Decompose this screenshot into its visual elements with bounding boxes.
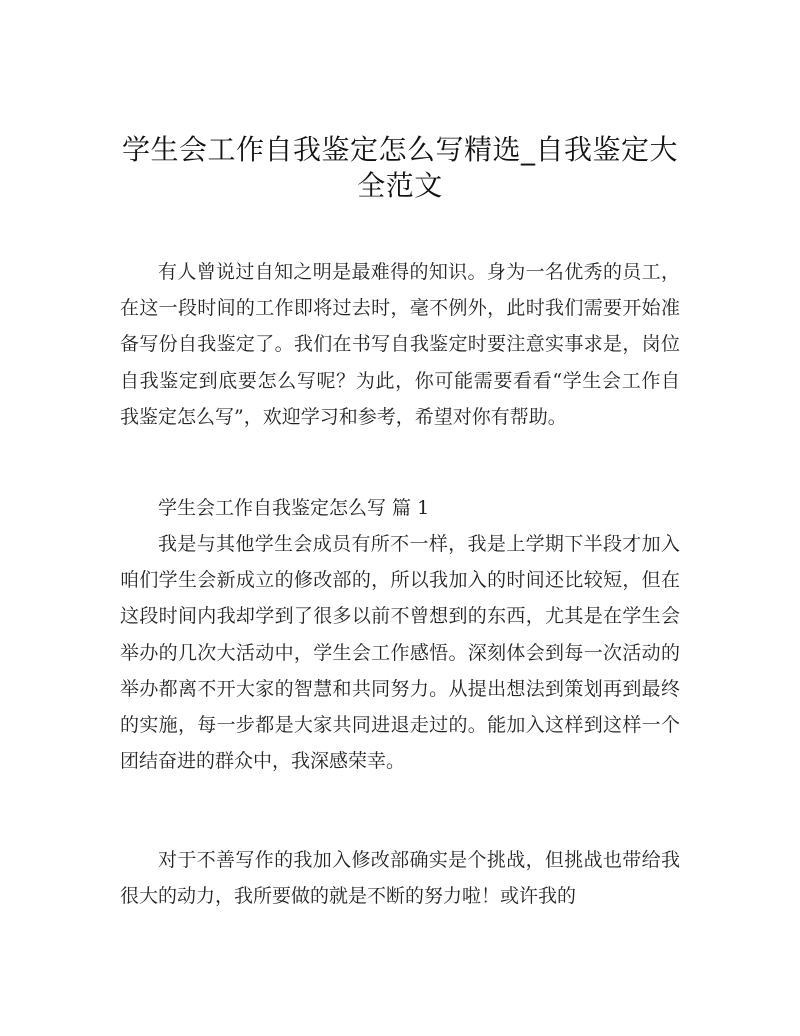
body-paragraph-2: 对于不善写作的我加入修改部确实是个挑战，但挑战也带给我很大的动力，我所要做的就是不断的努力啦！或许我的	[120, 849, 680, 908]
title-line-2: 全范文	[357, 169, 443, 202]
intro-paragraph: 有人曾说过自知之明是最难得的知识。身为一名优秀的员工，在这一段时间的工作即将过去时，毫不例外，此时我们需要开始准备写份自我鉴定了。我们在书写自我鉴定时要注意实事求是，岗位自我鉴定到底要怎么写呢？为此，你可能需要看看“学生会工作自我鉴定怎么写”，欢迎学习和参考，希望对你有帮助。	[120, 261, 680, 428]
document-title	[110, 132, 690, 204]
section-heading: 学生会工作自我鉴定怎么写 篇 1	[158, 497, 430, 519]
document-body	[120, 254, 680, 954]
body-paragraph-1: 我是与其他学生会成员有所不一样，我是上学期下半段才加入咱们学生会新成立的修改部的，所以我加入的时间还比较短，但在这段时间内我却学到了很多以前不曾想到的东西，尤其是在学生会举办的几次大活动中，学生会工作感悟。深刻体会到每一次活动的举办都离不开大家的智慧和共同努力。从提出想法到策划再到最终的实施，每一步都是大家共同进退走过的。能加入这样到这样一个团结奋进的群众中，我深感荣幸。	[120, 533, 680, 773]
title-line-1: 学生会工作自我鉴定怎么写精选_自我鉴定大	[121, 133, 678, 166]
